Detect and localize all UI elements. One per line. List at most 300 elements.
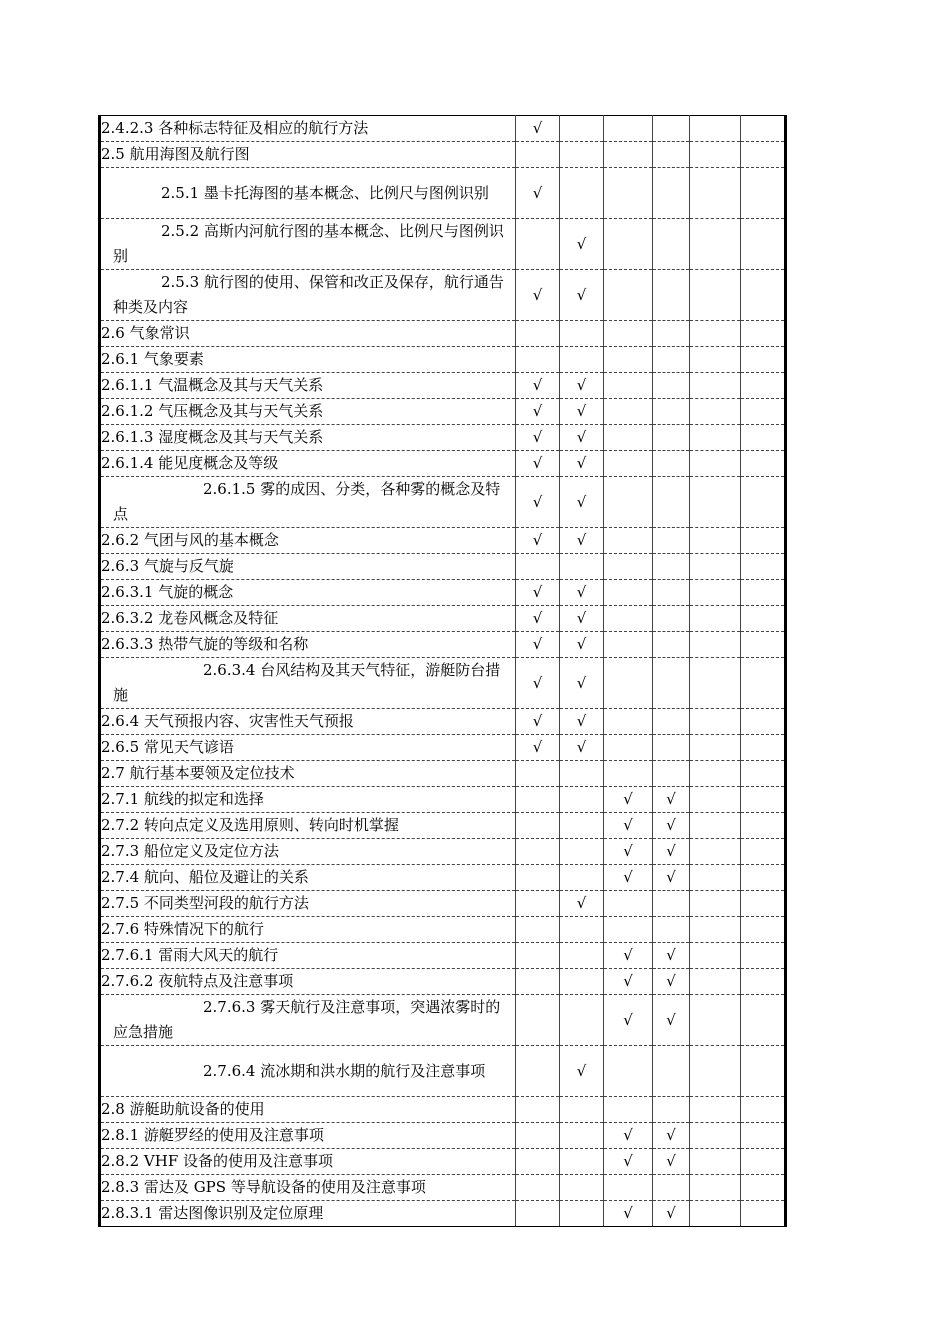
check-cell	[560, 1097, 604, 1123]
item-cell	[100, 528, 516, 554]
item-text: 2.6.2 气团与风的基本概念	[101, 531, 279, 549]
check-cell	[741, 1123, 786, 1149]
checkmark-icon: √	[666, 868, 676, 886]
check-cell	[604, 917, 653, 943]
item-cell	[100, 735, 516, 761]
check-cell	[653, 1097, 690, 1123]
check-cell	[604, 142, 653, 168]
check-cell	[741, 451, 786, 477]
check-cell	[516, 1046, 560, 1097]
item-text: 2.6.1.2 气压概念及其与天气关系	[101, 402, 324, 420]
table-row	[100, 632, 786, 658]
item-cell	[100, 347, 516, 373]
check-cell	[741, 321, 786, 347]
check-cell	[741, 1149, 786, 1175]
checkmark-icon: √	[623, 868, 633, 886]
item-text: 2.7.6.3 雾天航行及注意事项，突遇浓雾时的应急措施	[113, 998, 501, 1041]
check-cell	[560, 865, 604, 891]
check-cell	[741, 891, 786, 917]
check-cell	[690, 969, 741, 995]
item-text: 2.7.3 船位定义及定位方法	[101, 842, 279, 860]
check-cell	[690, 399, 741, 425]
item-cell	[100, 399, 516, 425]
item-cell	[100, 839, 516, 865]
check-cell	[604, 995, 653, 1046]
check-cell	[653, 787, 690, 813]
check-cell	[741, 1097, 786, 1123]
check-cell	[516, 554, 560, 580]
check-cell	[560, 528, 604, 554]
check-cell	[741, 917, 786, 943]
checkmark-icon: √	[532, 712, 543, 730]
check-cell	[516, 270, 560, 321]
check-cell	[604, 116, 653, 142]
item-text: 2.7 航行基本要领及定位技术	[101, 764, 295, 782]
table-row	[100, 554, 786, 580]
table-row	[100, 658, 786, 709]
check-cell	[516, 477, 560, 528]
check-cell	[653, 321, 690, 347]
item-cell	[100, 606, 516, 632]
check-cell	[653, 425, 690, 451]
table-row	[100, 709, 786, 735]
check-cell	[690, 891, 741, 917]
check-cell	[653, 606, 690, 632]
check-cell	[516, 658, 560, 709]
checkmark-icon: √	[666, 842, 676, 860]
table-row	[100, 142, 786, 168]
check-cell	[604, 735, 653, 761]
item-cell	[100, 709, 516, 735]
check-cell	[741, 606, 786, 632]
check-cell	[560, 116, 604, 142]
check-cell	[741, 477, 786, 528]
check-cell	[604, 1175, 653, 1201]
check-cell	[516, 425, 560, 451]
check-cell	[653, 995, 690, 1046]
item-text: 2.5.1 墨卡托海图的基本概念、比例尺与图例识别	[161, 183, 489, 202]
check-cell	[690, 735, 741, 761]
table-row	[100, 865, 786, 891]
item-text: 2.8.1 游艇罗经的使用及注意事项	[101, 1126, 324, 1144]
check-cell	[516, 995, 560, 1046]
check-cell	[690, 347, 741, 373]
check-cell	[741, 709, 786, 735]
check-cell	[653, 477, 690, 528]
item-text: 2.6.1.5 雾的成因、分类，各种雾的概念及特点	[113, 480, 501, 523]
check-cell	[653, 969, 690, 995]
check-cell	[653, 528, 690, 554]
item-cell	[100, 658, 516, 709]
check-cell	[604, 321, 653, 347]
check-cell	[653, 917, 690, 943]
check-cell	[560, 606, 604, 632]
check-cell	[560, 1201, 604, 1227]
table-row	[100, 168, 786, 219]
checkmark-icon: √	[666, 1152, 676, 1170]
item-text: 2.7.5 不同类型河段的航行方法	[101, 894, 309, 912]
table-row	[100, 917, 786, 943]
check-cell	[560, 270, 604, 321]
check-cell	[604, 580, 653, 606]
check-cell	[653, 735, 690, 761]
check-cell	[560, 347, 604, 373]
check-cell	[604, 373, 653, 399]
item-cell	[100, 969, 516, 995]
check-cell	[690, 528, 741, 554]
check-cell	[653, 1046, 690, 1097]
item-text: 2.7.6 特殊情况下的航行	[101, 920, 264, 938]
check-cell	[560, 451, 604, 477]
checkmark-icon: √	[576, 454, 587, 472]
checkmark-icon: √	[576, 428, 587, 446]
table-row	[100, 347, 786, 373]
check-cell	[516, 1149, 560, 1175]
check-cell	[560, 891, 604, 917]
checkmark-icon: √	[623, 816, 633, 834]
checkmark-icon: √	[666, 1204, 676, 1222]
check-cell	[560, 839, 604, 865]
table-row	[100, 761, 786, 787]
check-cell	[560, 658, 604, 709]
table-row	[100, 1097, 786, 1123]
check-cell	[690, 219, 741, 270]
checkmark-icon: √	[576, 1061, 587, 1080]
check-cell	[560, 995, 604, 1046]
item-text: 2.6.4 天气预报内容、灾害性天气预报	[101, 712, 354, 730]
check-cell	[741, 399, 786, 425]
check-cell	[516, 373, 560, 399]
table-row	[100, 1149, 786, 1175]
checkmark-icon: √	[576, 609, 587, 627]
checkmark-icon: √	[532, 531, 543, 549]
item-cell	[100, 116, 516, 142]
checkmark-icon: √	[532, 285, 543, 304]
check-cell	[516, 735, 560, 761]
check-cell	[516, 943, 560, 969]
check-cell	[560, 787, 604, 813]
check-cell	[604, 168, 653, 219]
check-cell	[560, 219, 604, 270]
check-cell	[653, 116, 690, 142]
item-text: 2.6.3.3 热带气旋的等级和名称	[101, 635, 309, 653]
check-cell	[604, 270, 653, 321]
table-row	[100, 891, 786, 917]
item-cell	[100, 865, 516, 891]
check-cell	[741, 347, 786, 373]
table-row	[100, 1123, 786, 1149]
item-text: 2.7.1 航线的拟定和选择	[101, 790, 264, 808]
item-text: 2.7.4 航向、船位及避让的关系	[101, 868, 309, 886]
check-cell	[653, 813, 690, 839]
check-cell	[560, 142, 604, 168]
check-cell	[560, 168, 604, 219]
check-cell	[560, 373, 604, 399]
item-text: 2.6.1.3 湿度概念及其与天气关系	[101, 428, 324, 446]
check-cell	[560, 321, 604, 347]
check-cell	[690, 839, 741, 865]
check-cell	[604, 943, 653, 969]
check-cell	[516, 761, 560, 787]
item-cell	[100, 270, 516, 321]
item-text: 2.6.5 常见天气谚语	[101, 738, 234, 756]
check-cell	[741, 839, 786, 865]
item-text: 2.7.6.4 流冰期和洪水期的航行及注意事项	[203, 1061, 486, 1080]
check-cell	[690, 168, 741, 219]
check-cell	[604, 813, 653, 839]
checkmark-icon: √	[576, 285, 587, 304]
check-cell	[741, 580, 786, 606]
check-cell	[516, 116, 560, 142]
check-cell	[516, 142, 560, 168]
item-cell	[100, 321, 516, 347]
checkmark-icon: √	[666, 1126, 676, 1144]
table-row	[100, 787, 786, 813]
checkmark-icon: √	[576, 234, 587, 253]
check-cell	[653, 1175, 690, 1201]
check-cell	[516, 1175, 560, 1201]
check-cell	[653, 451, 690, 477]
item-cell	[100, 632, 516, 658]
check-cell	[516, 917, 560, 943]
check-cell	[653, 839, 690, 865]
table-row	[100, 813, 786, 839]
check-cell	[560, 1123, 604, 1149]
check-cell	[741, 813, 786, 839]
item-text: 2.8.2 VHF 设备的使用及注意事项	[101, 1152, 334, 1170]
item-text: 2.8 游艇助航设备的使用	[101, 1100, 265, 1118]
check-cell	[741, 219, 786, 270]
check-cell	[560, 813, 604, 839]
checkmark-icon: √	[576, 712, 587, 730]
check-cell	[690, 142, 741, 168]
check-cell	[741, 425, 786, 451]
checkmark-icon: √	[532, 492, 543, 511]
checkmark-icon: √	[576, 894, 587, 912]
table-row	[100, 606, 786, 632]
checkmark-icon: √	[532, 673, 543, 692]
checkmark-icon: √	[532, 583, 543, 601]
item-cell	[100, 813, 516, 839]
check-cell	[653, 142, 690, 168]
check-cell	[741, 969, 786, 995]
check-cell	[690, 116, 741, 142]
check-cell	[560, 943, 604, 969]
check-cell	[516, 839, 560, 865]
check-cell	[653, 554, 690, 580]
table-row	[100, 425, 786, 451]
check-cell	[690, 658, 741, 709]
check-cell	[604, 1201, 653, 1227]
table-row	[100, 995, 786, 1046]
item-text: 2.8.3.1 雷达图像识别及定位原理	[101, 1204, 324, 1222]
check-cell	[604, 1149, 653, 1175]
item-cell	[100, 943, 516, 969]
checkmark-icon: √	[532, 402, 543, 420]
check-cell	[604, 865, 653, 891]
table-body	[100, 116, 786, 1227]
checkmark-icon: √	[532, 119, 543, 137]
check-cell	[516, 1201, 560, 1227]
check-cell	[604, 399, 653, 425]
table-row	[100, 116, 786, 142]
check-cell	[741, 761, 786, 787]
item-cell	[100, 477, 516, 528]
check-cell	[653, 373, 690, 399]
item-cell	[100, 1123, 516, 1149]
item-text: 2.5.2 高斯内河航行图的基本概念、比例尺与图例识别	[113, 222, 504, 265]
checkmark-icon: √	[623, 1152, 633, 1170]
checkmark-icon: √	[576, 492, 587, 511]
check-cell	[604, 477, 653, 528]
item-text: 2.6 气象常识	[101, 324, 190, 342]
item-cell	[100, 580, 516, 606]
table-row	[100, 839, 786, 865]
check-cell	[741, 168, 786, 219]
checkmark-icon: √	[623, 1010, 633, 1029]
check-cell	[690, 1046, 741, 1097]
check-cell	[604, 347, 653, 373]
checkmark-icon: √	[623, 790, 633, 808]
check-cell	[604, 451, 653, 477]
checkmark-icon: √	[532, 454, 543, 472]
item-cell	[100, 891, 516, 917]
check-cell	[560, 969, 604, 995]
check-cell	[560, 709, 604, 735]
check-cell	[653, 580, 690, 606]
check-cell	[690, 1201, 741, 1227]
check-cell	[516, 451, 560, 477]
check-cell	[653, 709, 690, 735]
check-cell	[516, 891, 560, 917]
check-cell	[653, 219, 690, 270]
check-cell	[516, 1123, 560, 1149]
check-cell	[653, 1123, 690, 1149]
check-cell	[741, 373, 786, 399]
item-text: 2.6.1.4 能见度概念及等级	[101, 454, 279, 472]
check-cell	[653, 943, 690, 969]
check-cell	[741, 735, 786, 761]
check-cell	[516, 632, 560, 658]
checkmark-icon: √	[576, 673, 587, 692]
check-cell	[690, 632, 741, 658]
check-cell	[690, 425, 741, 451]
table-row	[100, 1175, 786, 1201]
check-cell	[653, 270, 690, 321]
checkmark-icon: √	[666, 816, 676, 834]
check-cell	[690, 813, 741, 839]
item-cell	[100, 787, 516, 813]
checkmark-icon: √	[532, 376, 543, 394]
table-row	[100, 580, 786, 606]
check-cell	[690, 451, 741, 477]
checkmark-icon: √	[532, 609, 543, 627]
item-text: 2.4.2.3 各种标志特征及相应的航行方法	[101, 119, 369, 137]
check-cell	[653, 347, 690, 373]
check-cell	[604, 425, 653, 451]
table-row	[100, 373, 786, 399]
check-cell	[516, 1097, 560, 1123]
check-cell	[741, 1046, 786, 1097]
check-cell	[604, 1123, 653, 1149]
check-cell	[741, 658, 786, 709]
table-row	[100, 1201, 786, 1227]
check-cell	[690, 373, 741, 399]
check-cell	[653, 1149, 690, 1175]
item-cell	[100, 554, 516, 580]
check-cell	[690, 917, 741, 943]
check-cell	[690, 1123, 741, 1149]
check-cell	[653, 632, 690, 658]
check-cell	[690, 477, 741, 528]
checkmark-icon: √	[623, 1204, 633, 1222]
item-text: 2.6.3 气旋与反气旋	[101, 557, 234, 575]
check-cell	[653, 1201, 690, 1227]
check-cell	[653, 891, 690, 917]
check-cell	[690, 270, 741, 321]
check-cell	[560, 1149, 604, 1175]
checkmark-icon: √	[623, 842, 633, 860]
check-cell	[604, 891, 653, 917]
check-cell	[690, 1175, 741, 1201]
check-cell	[560, 425, 604, 451]
check-cell	[690, 606, 741, 632]
item-cell	[100, 373, 516, 399]
check-cell	[516, 813, 560, 839]
check-cell	[516, 168, 560, 219]
check-cell	[516, 787, 560, 813]
item-cell	[100, 1046, 516, 1097]
check-cell	[604, 761, 653, 787]
check-cell	[560, 735, 604, 761]
item-text: 2.5.3 航行图的使用、保管和改正及保存，航行通告种类及内容	[113, 273, 504, 316]
check-cell	[560, 477, 604, 528]
check-cell	[690, 321, 741, 347]
item-text: 2.8.3 雷达及 GPS 等导航设备的使用及注意事项	[101, 1178, 426, 1196]
check-cell	[741, 116, 786, 142]
item-cell	[100, 1175, 516, 1201]
check-cell	[516, 347, 560, 373]
checkmark-icon: √	[576, 635, 587, 653]
item-cell	[100, 761, 516, 787]
check-cell	[516, 399, 560, 425]
checkmark-icon: √	[576, 583, 587, 601]
check-cell	[653, 865, 690, 891]
check-cell	[690, 554, 741, 580]
check-cell	[690, 761, 741, 787]
check-cell	[560, 917, 604, 943]
checkmark-icon: √	[666, 790, 676, 808]
check-cell	[741, 943, 786, 969]
check-cell	[604, 709, 653, 735]
item-cell	[100, 425, 516, 451]
item-text: 2.6.1 气象要素	[101, 350, 204, 368]
table-row	[100, 270, 786, 321]
check-cell	[560, 1046, 604, 1097]
checkmark-icon: √	[623, 946, 633, 964]
item-text: 2.7.6.1 雷雨大风天的航行	[101, 946, 279, 964]
check-cell	[604, 1097, 653, 1123]
check-cell	[741, 1175, 786, 1201]
check-cell	[741, 787, 786, 813]
item-text: 2.6.3.4 台风结构及其天气特征，游艇防台措施	[113, 661, 501, 704]
checkmark-icon: √	[576, 531, 587, 549]
check-cell	[690, 865, 741, 891]
checkmark-icon: √	[576, 738, 587, 756]
check-cell	[653, 168, 690, 219]
check-cell	[560, 554, 604, 580]
table-row	[100, 969, 786, 995]
